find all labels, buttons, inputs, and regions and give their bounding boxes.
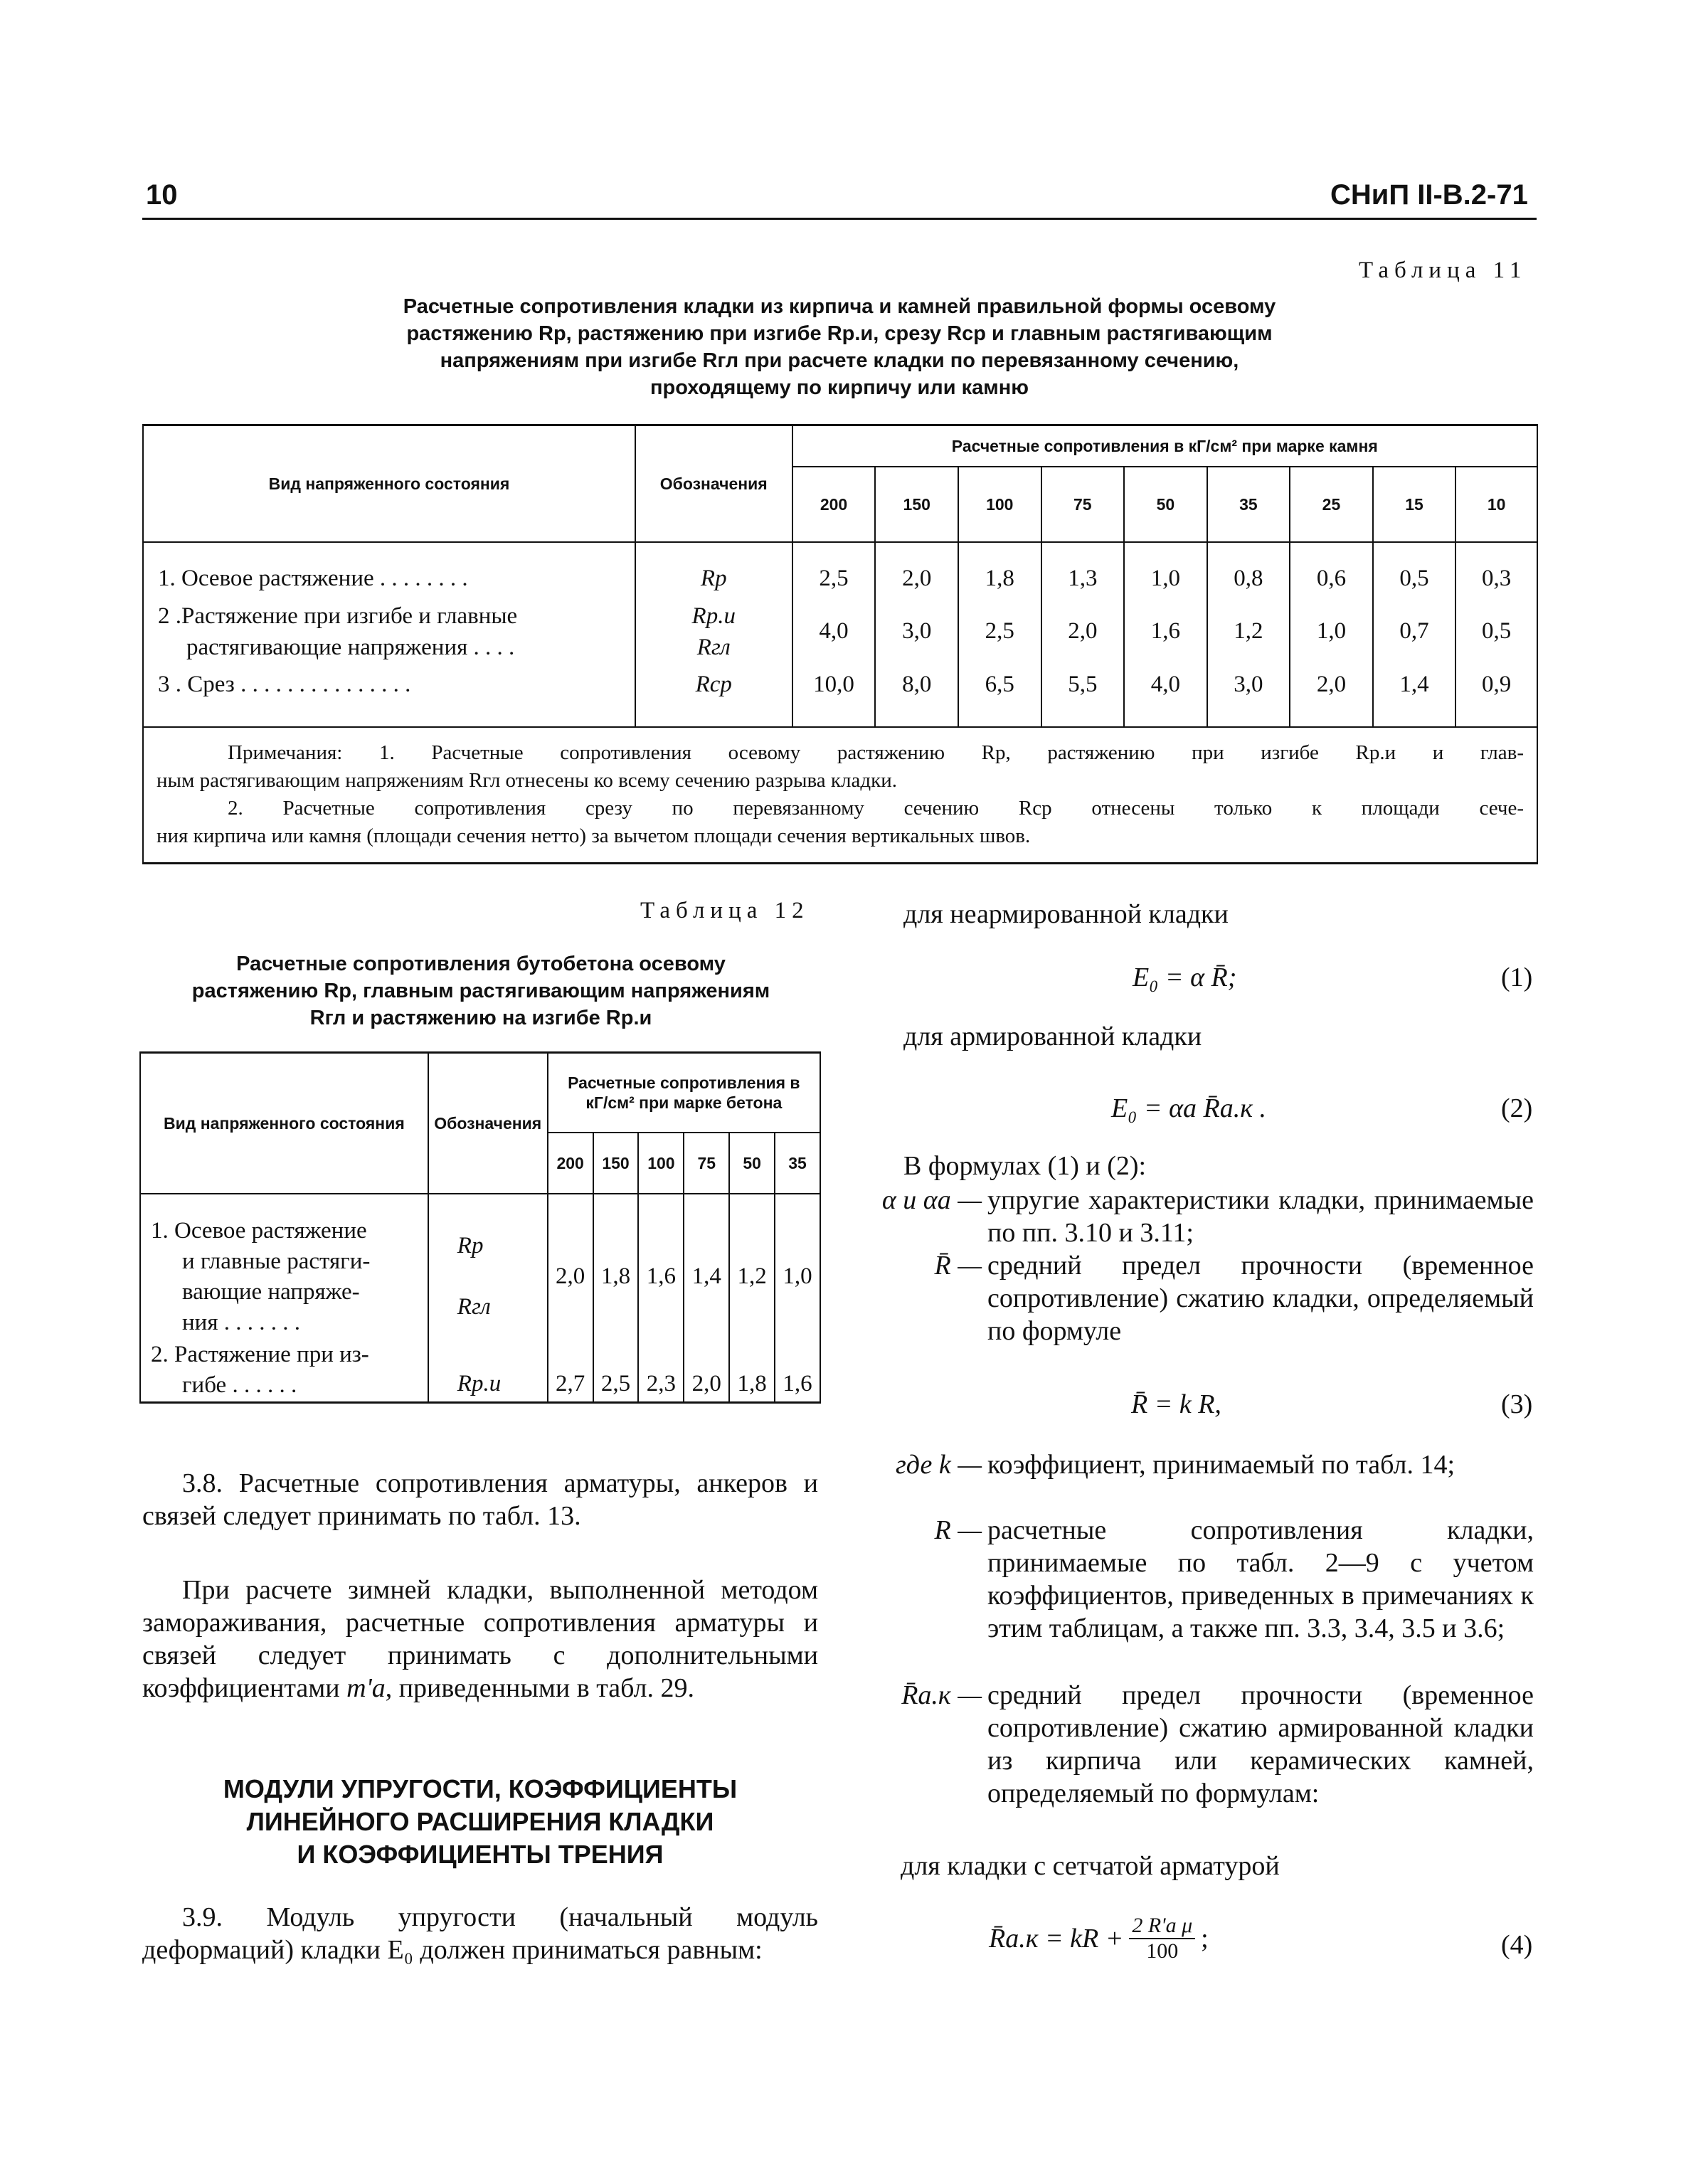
table-11-spacer	[1290, 542, 1373, 559]
table-11-col-symbol: Обозначения	[635, 425, 792, 542]
definition-rbar	[851, 1249, 1534, 1347]
table-11-spacer	[958, 706, 1041, 727]
table-11-spacer	[1455, 706, 1537, 727]
table-12-grade: 35	[775, 1133, 820, 1194]
table-11-note-line: Примечания: 1. Расчетные сопротивления осевому растяжению Rр, растяжению при изгибе Rр.и и глав-	[228, 741, 1524, 764]
definition-k-term: где k —	[895, 1450, 982, 1480]
definition-rbar-term: R̄ —	[934, 1251, 982, 1281]
table-12-row-name-line: 2. Растяжение при из-	[151, 1341, 369, 1367]
table-12-row-name	[140, 1215, 428, 1339]
table-11-grade: 100	[958, 467, 1041, 542]
table-11	[142, 424, 1538, 864]
page-number: 10	[146, 179, 178, 211]
table-11-spacer	[635, 542, 792, 559]
table-11-symbol-line: Rгл	[696, 634, 731, 660]
table-11-note-line: ным растягивающим напряжениям Rгл отнесены ко всему сечению разрыва кладки.	[157, 768, 897, 792]
table-11-label: Таблица 11	[1359, 258, 1527, 283]
table-12-spacer	[638, 1194, 684, 1215]
table-11-value: 1,0	[1124, 559, 1207, 599]
table-11-spacer	[1455, 542, 1537, 559]
table-12-symbol-line: Rгл	[457, 1294, 491, 1320]
table-12-spacer	[729, 1194, 775, 1215]
paragraph-winter-text: При расчете зимней кладки, выполненной методом замораживания, расчетные сопротивления арматуры и связей следует принимать с дополнительными коэффициентами	[142, 1575, 818, 1703]
table-11-symbol-line: Rр.и	[691, 603, 736, 629]
table-12-grade: 200	[548, 1133, 593, 1194]
table-11-spacer	[875, 706, 958, 727]
table-12-spacer	[548, 1194, 593, 1215]
table-11-grade: 25	[1290, 467, 1373, 542]
formula-1: E₀ = α R̄;	[1133, 963, 1237, 992]
table-11-spacer	[1373, 542, 1456, 559]
table-11-value: 1,4	[1373, 664, 1456, 706]
table-11-value: 0,3	[1455, 559, 1537, 599]
table-12-grade: 100	[638, 1133, 684, 1194]
table-11-value: 6,5	[958, 664, 1041, 706]
table-11-row	[143, 599, 1537, 664]
table-11-grade: 75	[1041, 467, 1125, 542]
table-11-value: 8,0	[875, 664, 958, 706]
table-11-value: 1,3	[1041, 559, 1125, 599]
section-heading-line: И КОЭФФИЦИЕНТЫ ТРЕНИЯ	[297, 1840, 664, 1869]
table-11-col-state: Вид напряженного состояния	[143, 425, 635, 542]
table-11-value: 2,0	[1290, 664, 1373, 706]
table-11-title-line: Расчетные сопротивления кладки из кирпича и камней правильной формы осевому	[403, 295, 1276, 318]
table-11-spacer	[635, 706, 792, 727]
table-12-value: 1,0	[775, 1215, 820, 1339]
table-11-row-name	[143, 599, 635, 664]
formula-4-numerator: 2 R'а μ	[1129, 1914, 1195, 1939]
table-11-grade: 200	[792, 467, 876, 542]
formula-2-number: (2)	[1501, 1093, 1533, 1123]
table-11-value: 1,0	[1290, 599, 1373, 664]
table-12-col-symbol: Обозначения	[428, 1053, 548, 1194]
table-12-row	[140, 1215, 820, 1339]
document-code: СНиП II-В.2-71	[1330, 179, 1528, 211]
table-11-title-line: растяжению Rр, растяжению при изгибе Rр.и, срезу Rср и главным растягивающим	[406, 322, 1273, 345]
section-heading-line: МОДУЛИ УПРУГОСТИ, КОЭФФИЦИЕНТЫ	[223, 1774, 738, 1803]
table-12-col-state: Вид напряженного состояния	[140, 1053, 428, 1194]
table-12-title	[139, 950, 822, 1032]
table-11-spacer	[1124, 542, 1207, 559]
table-12-spacer	[140, 1194, 428, 1215]
table-12-value: 1,2	[729, 1215, 775, 1339]
table-11-value: 0,8	[1207, 559, 1290, 599]
table-12-value: 2,7	[548, 1339, 593, 1403]
definition-r	[851, 1514, 1534, 1645]
table-11-row	[143, 664, 1537, 706]
definition-alpha-text: упругие характеристики кладки, принимаемые по пп. 3.10 и 3.11;	[987, 1185, 1534, 1248]
paragraph-winter-text: , приведенными в табл. 29.	[385, 1673, 694, 1703]
table-12	[139, 1051, 821, 1404]
table-11-value: 5,5	[1041, 664, 1125, 706]
table-11-spacer	[1207, 542, 1290, 559]
text-in-formulas: В формулах (1) и (2):	[903, 1151, 1147, 1181]
table-12-spacer	[775, 1194, 820, 1215]
paragraph-3-9: 3.9. Модуль упругости (начальный модуль деформаций) кладки E₀ должен приниматься равным:	[142, 1902, 818, 1965]
table-12-spacer	[684, 1194, 729, 1215]
table-11-value: 2,5	[958, 599, 1041, 664]
table-11-value: 3,0	[875, 599, 958, 664]
table-12-value: 1,4	[684, 1215, 729, 1339]
table-11-grade: 10	[1455, 467, 1537, 542]
table-12-grade: 150	[593, 1133, 639, 1194]
table-12-value: 1,6	[775, 1339, 820, 1403]
table-11-spacer	[1041, 542, 1125, 559]
table-11-row-name-line: растягивающие напряжения . . . .	[186, 634, 515, 660]
table-11-row-name-line: 2 .Растяжение при изгибе и главные	[158, 603, 518, 629]
table-12-value: 1,8	[729, 1339, 775, 1403]
table-11-value: 0,5	[1455, 599, 1537, 664]
table-11-spacer	[1290, 706, 1373, 727]
table-12-row-name-line: гибе . . . . . .	[182, 1372, 297, 1398]
formula-3: R̄ = k R,	[1131, 1389, 1221, 1419]
table-12-spacer	[593, 1194, 639, 1215]
formula-4-denominator: 100	[1146, 1939, 1179, 1963]
table-11-value: 4,0	[792, 599, 876, 664]
table-12-grade: 75	[684, 1133, 729, 1194]
table-12-value: 2,3	[638, 1339, 684, 1403]
table-11-spacer	[1041, 706, 1125, 727]
table-11-grade: 150	[875, 467, 958, 542]
formula-3-number: (3)	[1501, 1389, 1533, 1419]
definition-rbar-text: средний предел прочности (временное сопротивление) сжатию кладки, определяемый по формуле	[987, 1251, 1534, 1346]
definition-k-text: коэффициент, принимаемый по табл. 14;	[987, 1450, 1455, 1480]
table-11-spacer	[1124, 706, 1207, 727]
text-reinforced: для армированной кладки	[903, 1022, 1202, 1051]
table-11-spacer	[1207, 706, 1290, 727]
table-11-grade: 15	[1373, 467, 1456, 542]
table-11-spacer	[792, 542, 876, 559]
text-unreinforced: для неармированной кладки	[903, 899, 1229, 929]
table-11-value: 0,7	[1373, 599, 1456, 664]
table-12-symbol-line: Rр	[457, 1233, 484, 1258]
table-11-value: 1,6	[1124, 599, 1207, 664]
table-11-grade: 50	[1124, 467, 1207, 542]
definition-alpha	[851, 1184, 1534, 1249]
definition-k	[851, 1448, 1534, 1481]
table-11-title-line: проходящему по кирпичу или камню	[650, 376, 1029, 399]
table-11-row-symbol: Rр	[635, 559, 792, 599]
definition-alpha-term: α и αа —	[881, 1185, 982, 1215]
table-11-row-name: 3 . Срез . . . . . . . . . . . . . . .	[143, 664, 635, 706]
definition-rak-term: R̄а.к —	[901, 1680, 982, 1710]
table-12-spacer	[428, 1194, 548, 1215]
table-11-notes	[143, 727, 1537, 864]
table-12-value: 1,8	[593, 1215, 639, 1339]
table-12-label: Таблица 12	[640, 898, 810, 923]
table-11-notes-row	[143, 727, 1537, 864]
table-12-value: 2,5	[593, 1339, 639, 1403]
table-11-value: 0,9	[1455, 664, 1537, 706]
table-12-row-name-line: и главные растяги-	[182, 1248, 371, 1274]
header-rule	[142, 218, 1537, 220]
table-11-value: 2,5	[792, 559, 876, 599]
table-12-row	[140, 1339, 820, 1403]
formula-4-number: (4)	[1501, 1930, 1533, 1960]
table-12-row-symbol	[428, 1215, 548, 1339]
paragraph-3-8: 3.8. Расчетные сопротивления арматуры, анкеров и связей следует принимать по табл. 13.	[142, 1468, 818, 1531]
table-11-value: 0,5	[1373, 559, 1456, 599]
formula-2: E₀ = αа R̄а.к .	[1111, 1093, 1266, 1123]
table-12-title-line: Расчетные сопротивления бутобетона осевому	[236, 953, 726, 975]
table-12-grade: 50	[729, 1133, 775, 1194]
table-11-row-symbol: Rср	[635, 664, 792, 706]
table-11-grade: 35	[1207, 467, 1290, 542]
text-mesh-reinforcement: для кладки с сетчатой арматурой	[901, 1851, 1280, 1881]
table-12-row-symbol: Rр.и	[428, 1339, 548, 1403]
table-11-value: 3,0	[1207, 664, 1290, 706]
table-12-value: 1,6	[638, 1215, 684, 1339]
table-11-spacer	[143, 706, 635, 727]
section-heading-line: ЛИНЕЙНОГО РАСШИРЕНИЯ КЛАДКИ	[246, 1807, 714, 1836]
table-11-spacer	[958, 542, 1041, 559]
table-11-title-line: напряжениям при изгибе Rгл при расчете кладки по перевязанному сечению,	[440, 349, 1239, 372]
definition-r-text: расчетные сопротивления кладки, принимаемые по табл. 2—9 с учетом коэффициентов, приведенных в примечаниях к этим таблицам, а также пп. 3.3, 3.4, 3.5 и 3.6;	[987, 1515, 1534, 1643]
table-11-note-line: 2. Расчетные сопротивления срезу по перевязанному сечению Rср отнесены только к площади сече-	[228, 796, 1524, 820]
table-12-title-line: растяжению Rр, главным растягивающим напряжениям	[191, 980, 770, 1002]
table-11-value: 2,0	[875, 559, 958, 599]
table-11-value: 1,2	[1207, 599, 1290, 664]
formula-1-number: (1)	[1501, 963, 1533, 992]
table-11-row-symbol	[635, 599, 792, 664]
table-12-value: 2,0	[684, 1339, 729, 1403]
table-11-value: 2,0	[1041, 599, 1125, 664]
table-12-row-name-line: ния . . . . . . .	[182, 1309, 300, 1335]
table-11-row	[143, 559, 1537, 599]
definition-rak	[851, 1679, 1534, 1810]
formula-4-fraction	[1129, 1914, 1195, 1963]
formula-4-tail: ;	[1201, 1924, 1209, 1954]
definition-rak-text: средний предел прочности (временное сопротивление) сжатию армированной кладки из кирпича или керамических камней, определяемый по формулам:	[987, 1680, 1534, 1808]
table-11-spacer	[792, 706, 876, 727]
table-11-title	[285, 293, 1394, 401]
table-11-spacer	[875, 542, 958, 559]
table-12-row-name	[140, 1339, 428, 1403]
section-heading	[142, 1773, 818, 1871]
table-11-value: 1,8	[958, 559, 1041, 599]
formula-4-lhs: R̄а.к = kR +	[989, 1924, 1124, 1954]
formula-4	[989, 1914, 1209, 1963]
paragraph-winter-symbol: m'а	[346, 1673, 386, 1703]
table-12-row-name-line: вающие напряже-	[182, 1278, 360, 1305]
table-11-note-line: ния кирпича или камня (площади сечения нетто) за вычетом площади сечения вертикальных швов.	[157, 824, 1031, 847]
table-12-col-group: Расчетные сопротивления в кГ/см² при марке бетона	[548, 1053, 820, 1133]
table-11-row-name: 1. Осевое растяжение . . . . . . . .	[143, 559, 635, 599]
table-11-value: 10,0	[792, 664, 876, 706]
table-11-value: 4,0	[1124, 664, 1207, 706]
table-12-row-name-line: 1. Осевое растяжение	[151, 1217, 367, 1244]
definition-r-term: R —	[934, 1515, 982, 1545]
table-11-value: 0,6	[1290, 559, 1373, 599]
table-12-title-line: Rгл и растяжению на изгибе Rр.и	[309, 1007, 652, 1029]
table-11-spacer	[143, 542, 635, 559]
table-11-spacer	[1373, 706, 1456, 727]
paragraph-winter	[142, 1574, 818, 1705]
table-11-col-group: Расчетные сопротивления в кГ/см² при марке камня	[792, 425, 1537, 467]
table-12-value: 2,0	[548, 1215, 593, 1339]
